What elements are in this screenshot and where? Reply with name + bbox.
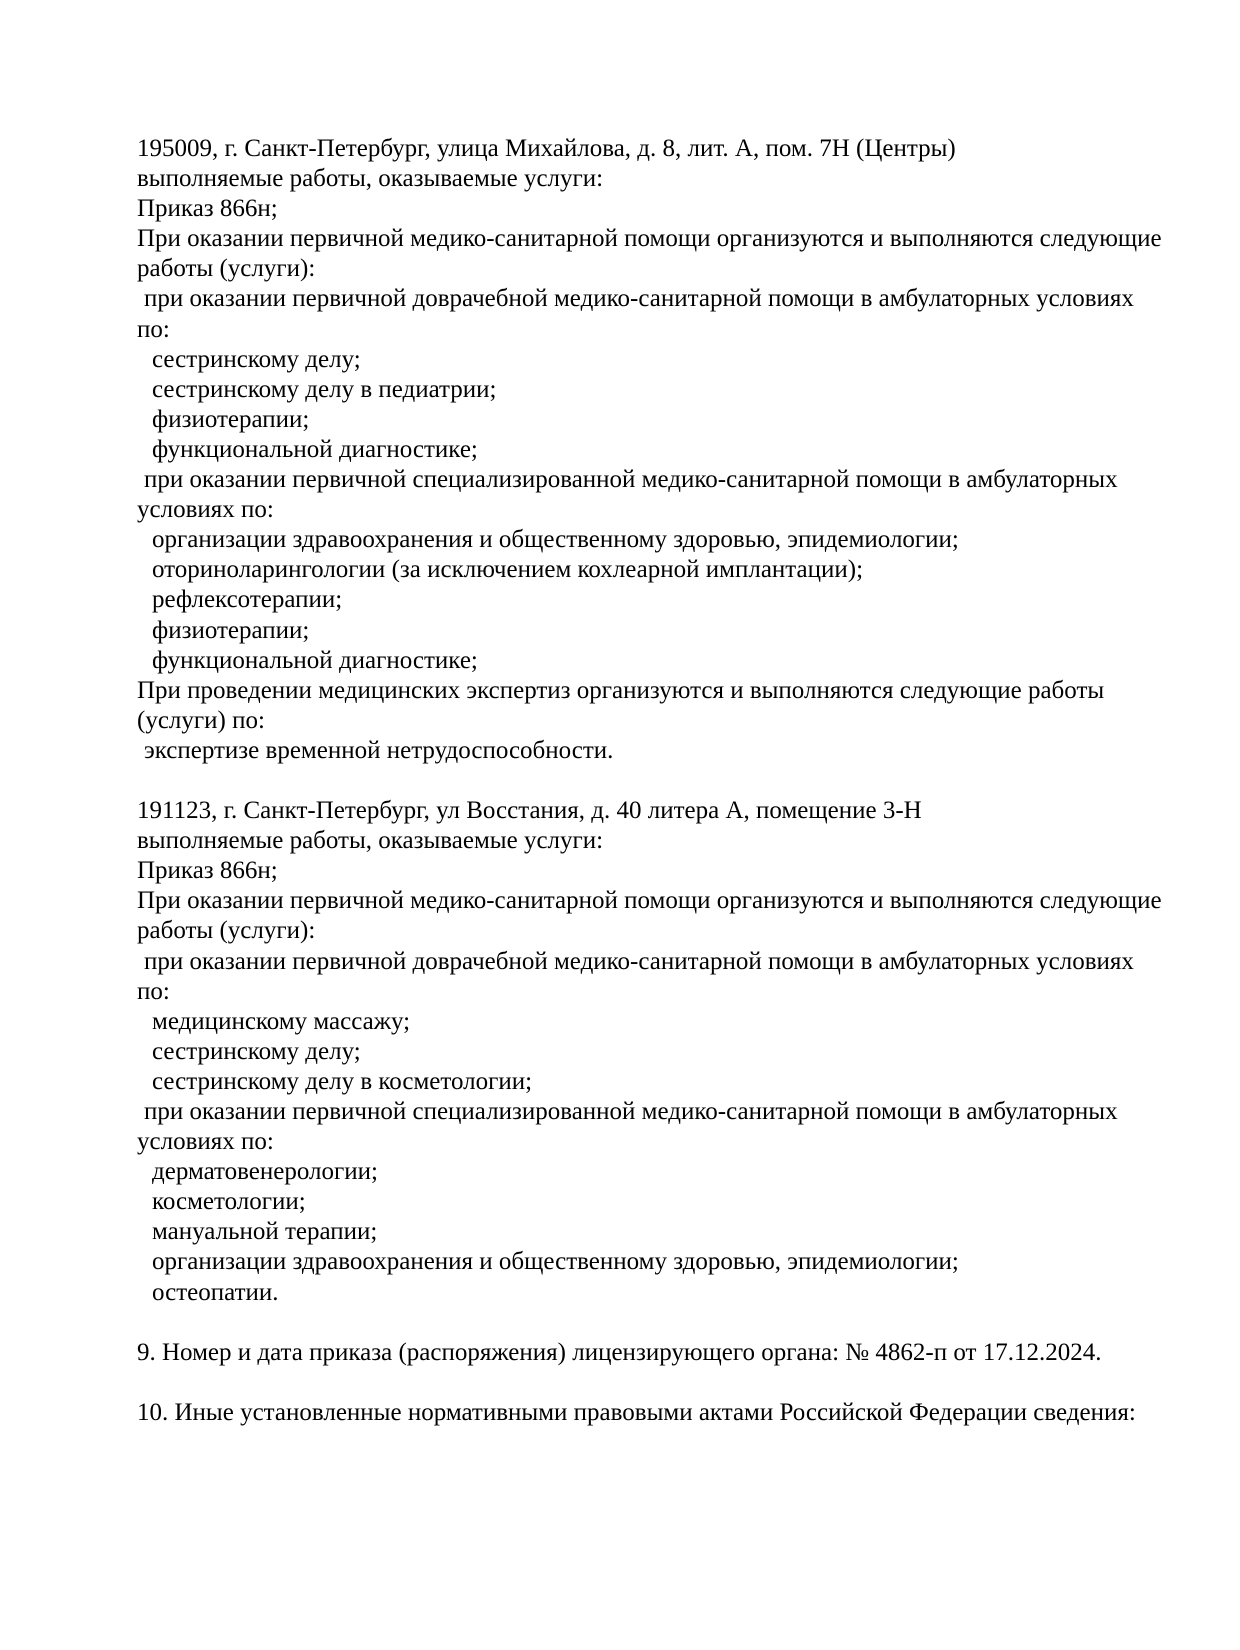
blank-line: [137, 1308, 1197, 1338]
text-line: При проведении медицинских экспертиз организуются и выполняются следующие работы: [137, 676, 1105, 704]
text-line: остеопатии.: [152, 1278, 279, 1306]
text-line: сестринскому делу в косметологии;: [152, 1067, 533, 1095]
text-line: сестринскому делу;: [152, 345, 361, 373]
text-line: работы (услуги):: [137, 917, 316, 945]
text-line: медицинскому массажу;: [152, 1007, 411, 1035]
text-line: при оказании первичной доврачебной медико-санитарной помощи в амбулаторных условиях: [144, 947, 1134, 975]
text-line: рефлексотерапии;: [152, 586, 343, 614]
blank-line: [137, 1368, 1197, 1398]
text-line: дерматовенерологии;: [152, 1158, 378, 1186]
text-line: 191123, г. Санкт-Петербург, ул Восстания, д. 40 литера А, помещение 3-Н: [137, 797, 922, 825]
text-line: 9. Номер и дата приказа (распоряжения) лицензирующего органа: № 4862-п от 17.12.2024.: [137, 1338, 1102, 1366]
text-line: функциональной диагностике;: [152, 646, 478, 674]
text-line: Приказ 866н;: [137, 857, 278, 885]
text-line: При оказании первичной медико-санитарной помощи организуются и выполняются следующие: [137, 225, 1162, 253]
text-line: косметологии;: [152, 1188, 306, 1216]
text-line: выполняемые работы, оказываемые услуги:: [137, 827, 604, 855]
text-line: физиотерапии;: [152, 616, 310, 644]
text-line: условиях по:: [137, 496, 274, 524]
text-line: по:: [137, 977, 170, 1005]
text-line: работы (услуги):: [137, 255, 316, 283]
text-line: при оказании первичной специализированной медико-санитарной помощи в амбулаторных: [144, 466, 1118, 494]
text-line: мануальной терапии;: [152, 1218, 378, 1246]
text-line: при оказании первичной доврачебной медико-санитарной помощи в амбулаторных условиях: [144, 285, 1134, 313]
text-line: при оказании первичной специализированной медико-санитарной помощи в амбулаторных: [144, 1098, 1118, 1125]
text-line: 10. Иные установленные нормативными правовыми актами Российской Федерации сведения:: [137, 1398, 1136, 1426]
text-line: Приказ 866н;: [137, 195, 278, 223]
text-line: (услуги) по:: [137, 706, 265, 734]
document-body: [137, 134, 1197, 1428]
text-line: выполняемые работы, оказываемые услуги:: [137, 165, 604, 193]
text-line: организации здравоохранения и общественному здоровью, эпидемиологии;: [152, 1248, 959, 1276]
text-line: по:: [137, 315, 170, 343]
text-line: функциональной диагностике;: [152, 435, 478, 463]
text-line: сестринскому делу в педиатрии;: [152, 375, 497, 403]
text-line: 195009, г. Санкт-Петербург, улица Михайлова, д. 8, лит. А, пом. 7Н (Центры): [137, 135, 956, 162]
text-line: экспертизе временной нетрудоспособности.: [144, 736, 614, 764]
text-line: организации здравоохранения и общественному здоровью, эпидемиологии;: [152, 526, 959, 554]
text-line: оториноларингологии (за исключением кохлеарной имплантации);: [152, 556, 864, 584]
text-line: сестринскому делу;: [152, 1037, 361, 1065]
text-line: условиях по:: [137, 1128, 274, 1156]
text-line: физиотерапии;: [152, 405, 310, 433]
text-line: При оказании первичной медико-санитарной помощи организуются и выполняются следующие: [137, 887, 1162, 915]
blank-line: [137, 766, 1197, 796]
